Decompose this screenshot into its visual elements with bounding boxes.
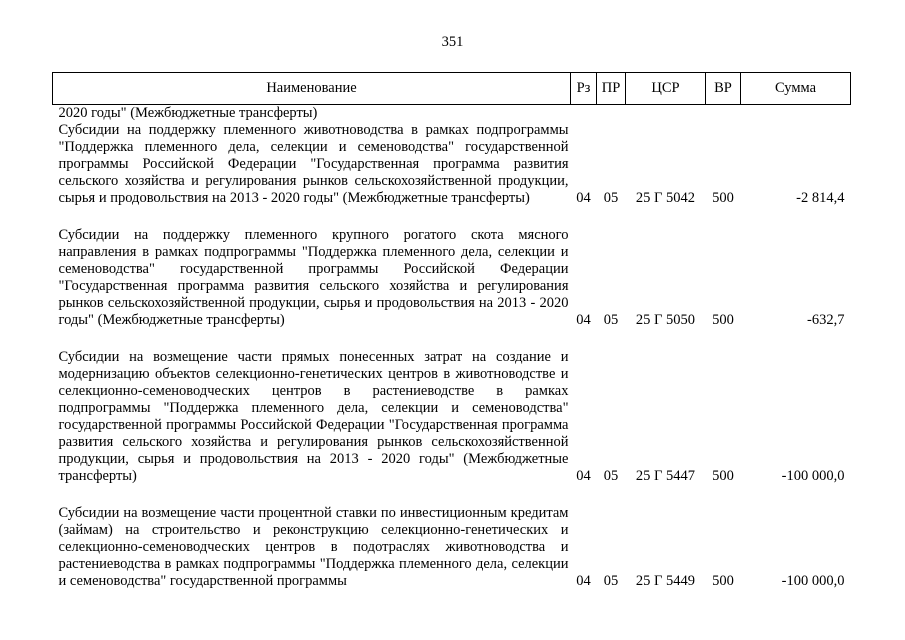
row-csr: 25 Г 5050 — [635, 312, 696, 328]
row-csr: 25 Г 5447 — [635, 468, 696, 484]
continuation-text: 2020 годы" (Межбюджетные трансферты) — [58, 105, 318, 121]
continuation-row — [53, 105, 851, 123]
row-name: Субсидии на возмещение части процентной ставки по инвестиционным кредитам (займам) на строительство и реконструкцию селекционно-генетических и селекционно-семеноводческих центров в подотраслях животноводства и растениеводства в рамках подпрограммы "Поддержка племенного дела, селекции и семеноводства" государственной программы — [58, 505, 569, 589]
row-pr: 05 — [603, 312, 619, 328]
header-vr: ВР — [706, 73, 741, 105]
header-rz: Рз — [571, 73, 597, 105]
row-csr: 25 Г 5042 — [635, 190, 696, 206]
header-sum: Сумма — [741, 73, 851, 105]
row-vr: 500 — [712, 573, 734, 589]
table-row — [53, 122, 851, 207]
row-rz: 04 — [576, 468, 591, 484]
row-name: Субсидии на поддержку племенного животноводства в рамках подпрограммы "Поддержка племенного дела, селекции и семеноводства" государственной программы Российской Федерации "Государственная программа развития сельского хозяйства и регулирования рынков сельскохозяйственной продукции, сырья и продовольствия на 2013 - 2020 годы" (Межбюджетные трансферты) — [58, 122, 569, 206]
header-csr: ЦСР — [626, 73, 706, 105]
row-vr: 500 — [712, 190, 734, 206]
row-pr: 05 — [603, 190, 619, 206]
row-csr: 25 Г 5449 — [635, 573, 696, 589]
row-rz: 04 — [576, 190, 591, 206]
row-vr: 500 — [712, 468, 734, 484]
row-name: Субсидии на возмещение части прямых понесенных затрат на создание и модернизацию объектов селекционно-генетических центров в животноводстве и селекционно-семеноводческих центров в растениеводстве в рамках подпрограммы "Поддержка племенного дела, селекции и семеноводства" государственной программы Российской Федерации "Государственная программа развития сельского хозяйства и регулирования рынков сельскохозяйственной продукции, сырья и продовольствия на 2013 - 2020 годы" (Межбюджетные трансферты) — [58, 349, 569, 484]
row-sum: -100 000,0 — [781, 468, 845, 484]
row-sum: -100 000,0 — [781, 573, 845, 589]
row-pr: 05 — [603, 573, 619, 589]
row-spacer — [53, 207, 851, 227]
row-sum: -2 814,4 — [796, 190, 845, 206]
row-rz: 04 — [576, 312, 591, 328]
row-vr: 500 — [712, 312, 734, 328]
row-sum: -632,7 — [807, 312, 845, 328]
row-name: Субсидии на поддержку племенного крупного рогатого скота мясного направления в рамках подпрограммы "Поддержка племенного дела, селекции и семеноводства" государственной программы Российской Федерации "Государственная программа развития сельского хозяйства и регулирования рынков сельскохозяйственной продукции, сырья и продовольствия на 2013 - 2020 годы" (Межбюджетные трансферты) — [58, 227, 569, 328]
table-row — [53, 505, 851, 590]
row-spacer — [53, 485, 851, 505]
row-pr: 05 — [603, 468, 619, 484]
row-rz: 04 — [576, 573, 591, 589]
page-number: 351 — [441, 34, 464, 50]
table-row — [53, 227, 851, 329]
budget-table — [52, 72, 851, 590]
row-spacer — [53, 329, 851, 349]
header-pr: ПР — [597, 73, 626, 105]
table-row — [53, 349, 851, 485]
table-header — [53, 73, 851, 105]
header-name: Наименование — [53, 73, 571, 105]
